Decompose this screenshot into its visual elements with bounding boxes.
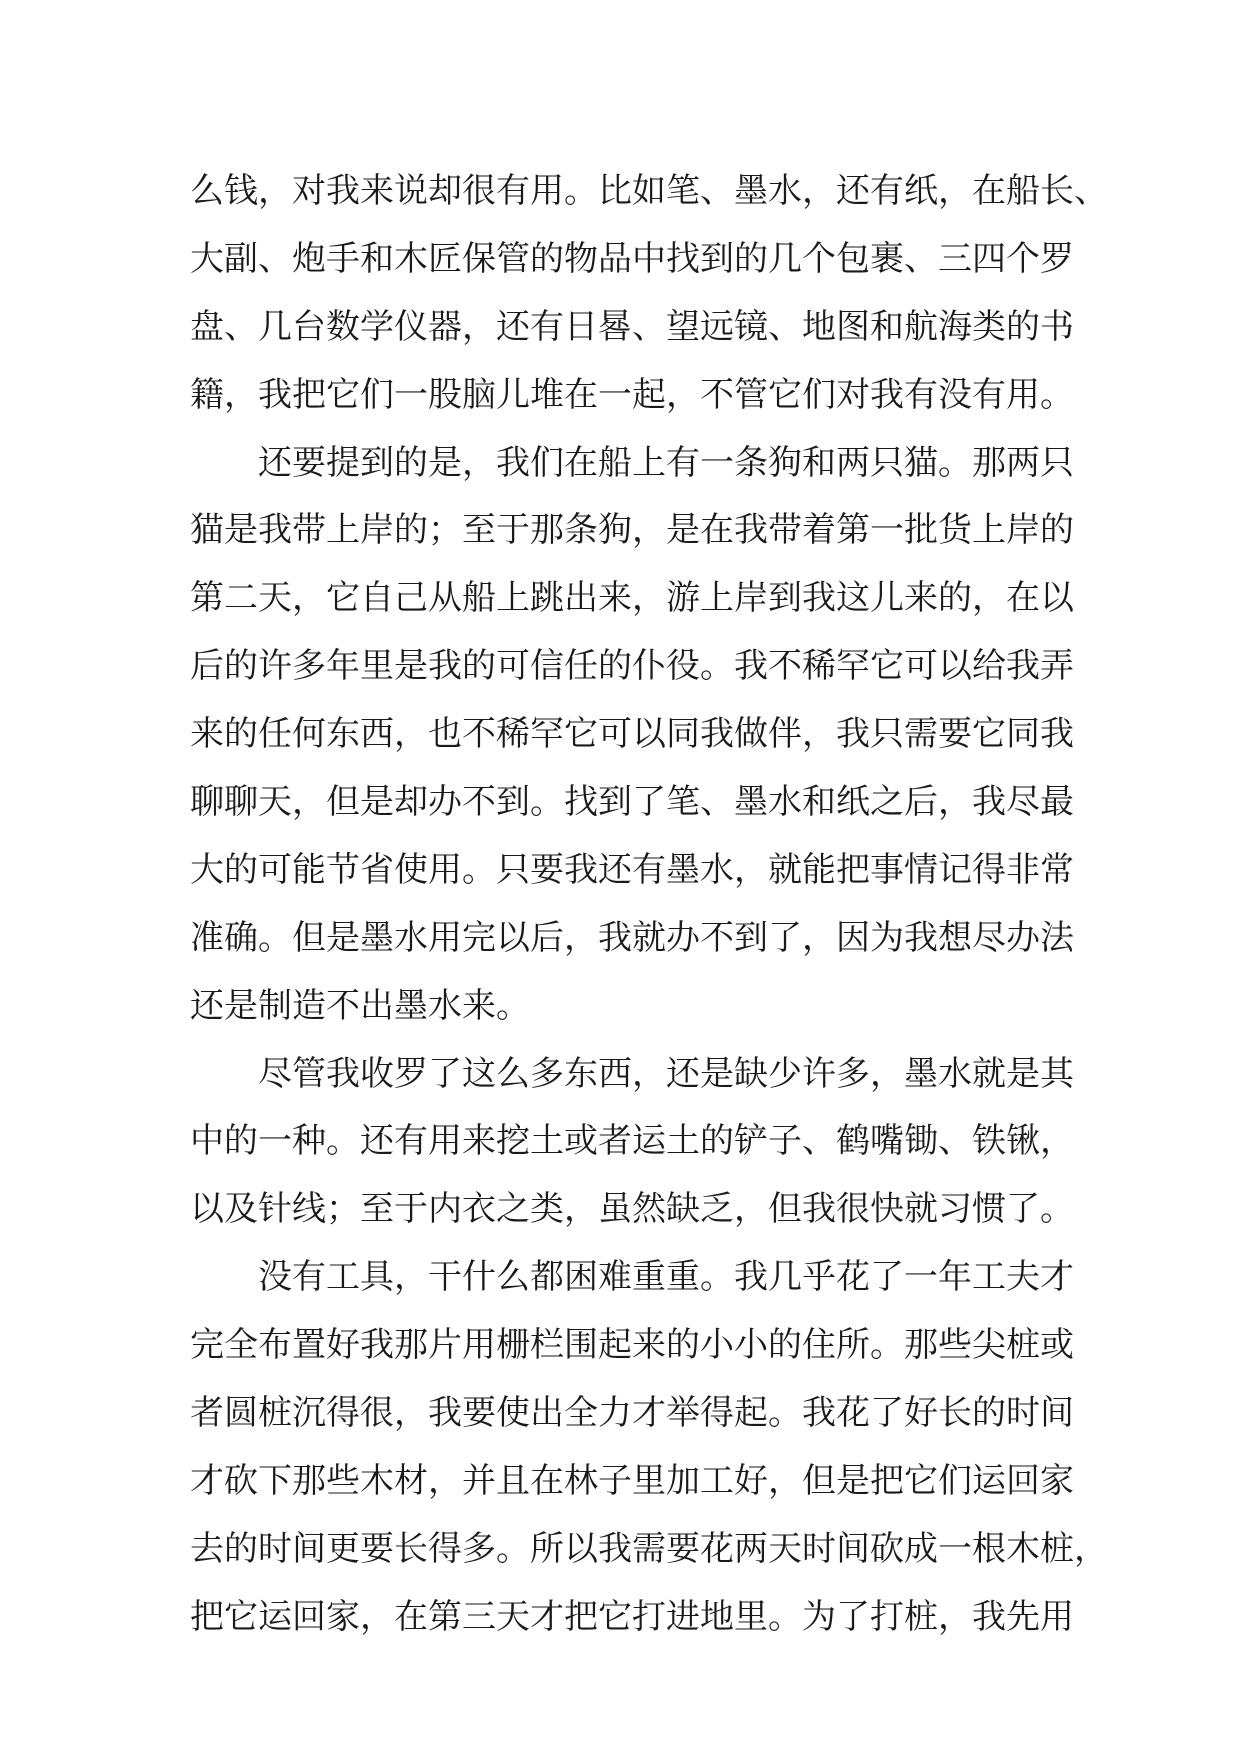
- text-line: 聊聊天，但是却办不到。找到了笔、墨水和纸之后，我尽最: [190, 782, 1074, 823]
- text-line: 大的可能节省使用。只要我还有墨水，就能把事情记得非常: [190, 849, 1074, 890]
- text-line: 来的任何东西，也不稀罕它可以同我做伴，我只需要它同我: [190, 714, 1074, 755]
- text-line: 后的许多年里是我的可信任的仆役。我不稀罕它可以给我弄: [190, 646, 1074, 687]
- text-line: 还要提到的是，我们在船上有一条狗和两只猫。那两只: [258, 442, 1074, 483]
- text-line: 者圆桩沉得很，我要使出全力才举得起。我花了好长的时间: [190, 1393, 1074, 1434]
- text-line: 中的一种。还有用来挖土或者运土的铲子、鹤嘴锄、铁锹，: [190, 1121, 1074, 1162]
- paragraph: [190, 1041, 1074, 1245]
- text-line: 么钱，对我来说却很有用。比如笔、墨水，还有纸，在船长、: [190, 171, 1108, 211]
- text-line: 第二天，它自己从船上跳出来，游上岸到我这儿来的，在以: [190, 578, 1074, 619]
- text-line: 以及针线；至于内衣之类，虽然缺乏，但我很快就习惯了。: [190, 1189, 1074, 1230]
- text-line: 才砍下那些木材，并且在林子里加工好，但是把它们运回家: [190, 1460, 1074, 1501]
- text-line: 盘、几台数学仪器，还有日晷、望远镜、地图和航海类的书: [190, 306, 1074, 347]
- text-line: 猫是我带上岸的；至于那条狗，是在我带着第一批货上岸的: [190, 510, 1074, 551]
- paragraph: [190, 1244, 1108, 1651]
- text-line: 把它运回家，在第三天才把它打进地里。为了打桩，我先用: [190, 1596, 1074, 1637]
- text-line: 籍，我把它们一股脑儿堆在一起，不管它们对我有没有用。: [190, 374, 1074, 415]
- text-line: 去的时间更要长得多。所以我需要花两天时间砍成一根木桩，: [190, 1528, 1108, 1569]
- paragraph: [190, 430, 1074, 1041]
- text-line: 准确。但是墨水用完以后，我就办不到了，因为我想尽办法: [190, 917, 1074, 958]
- text-line: 完全布置好我那片用栅栏围起来的小小的住所。那些尖桩或: [190, 1325, 1074, 1366]
- text-line: 还是制造不出墨水来。: [190, 985, 530, 1026]
- paragraph: [190, 158, 1108, 430]
- text-line: 尽管我收罗了这么多东西，还是缺少许多，墨水就是其: [258, 1053, 1074, 1094]
- body-text: [190, 158, 1108, 1652]
- text-line: 没有工具，干什么都困难重重。我几乎花了一年工夫才: [258, 1257, 1074, 1298]
- text-line: 大副、炮手和木匠保管的物品中找到的几个包裹、三四个罗: [190, 238, 1074, 279]
